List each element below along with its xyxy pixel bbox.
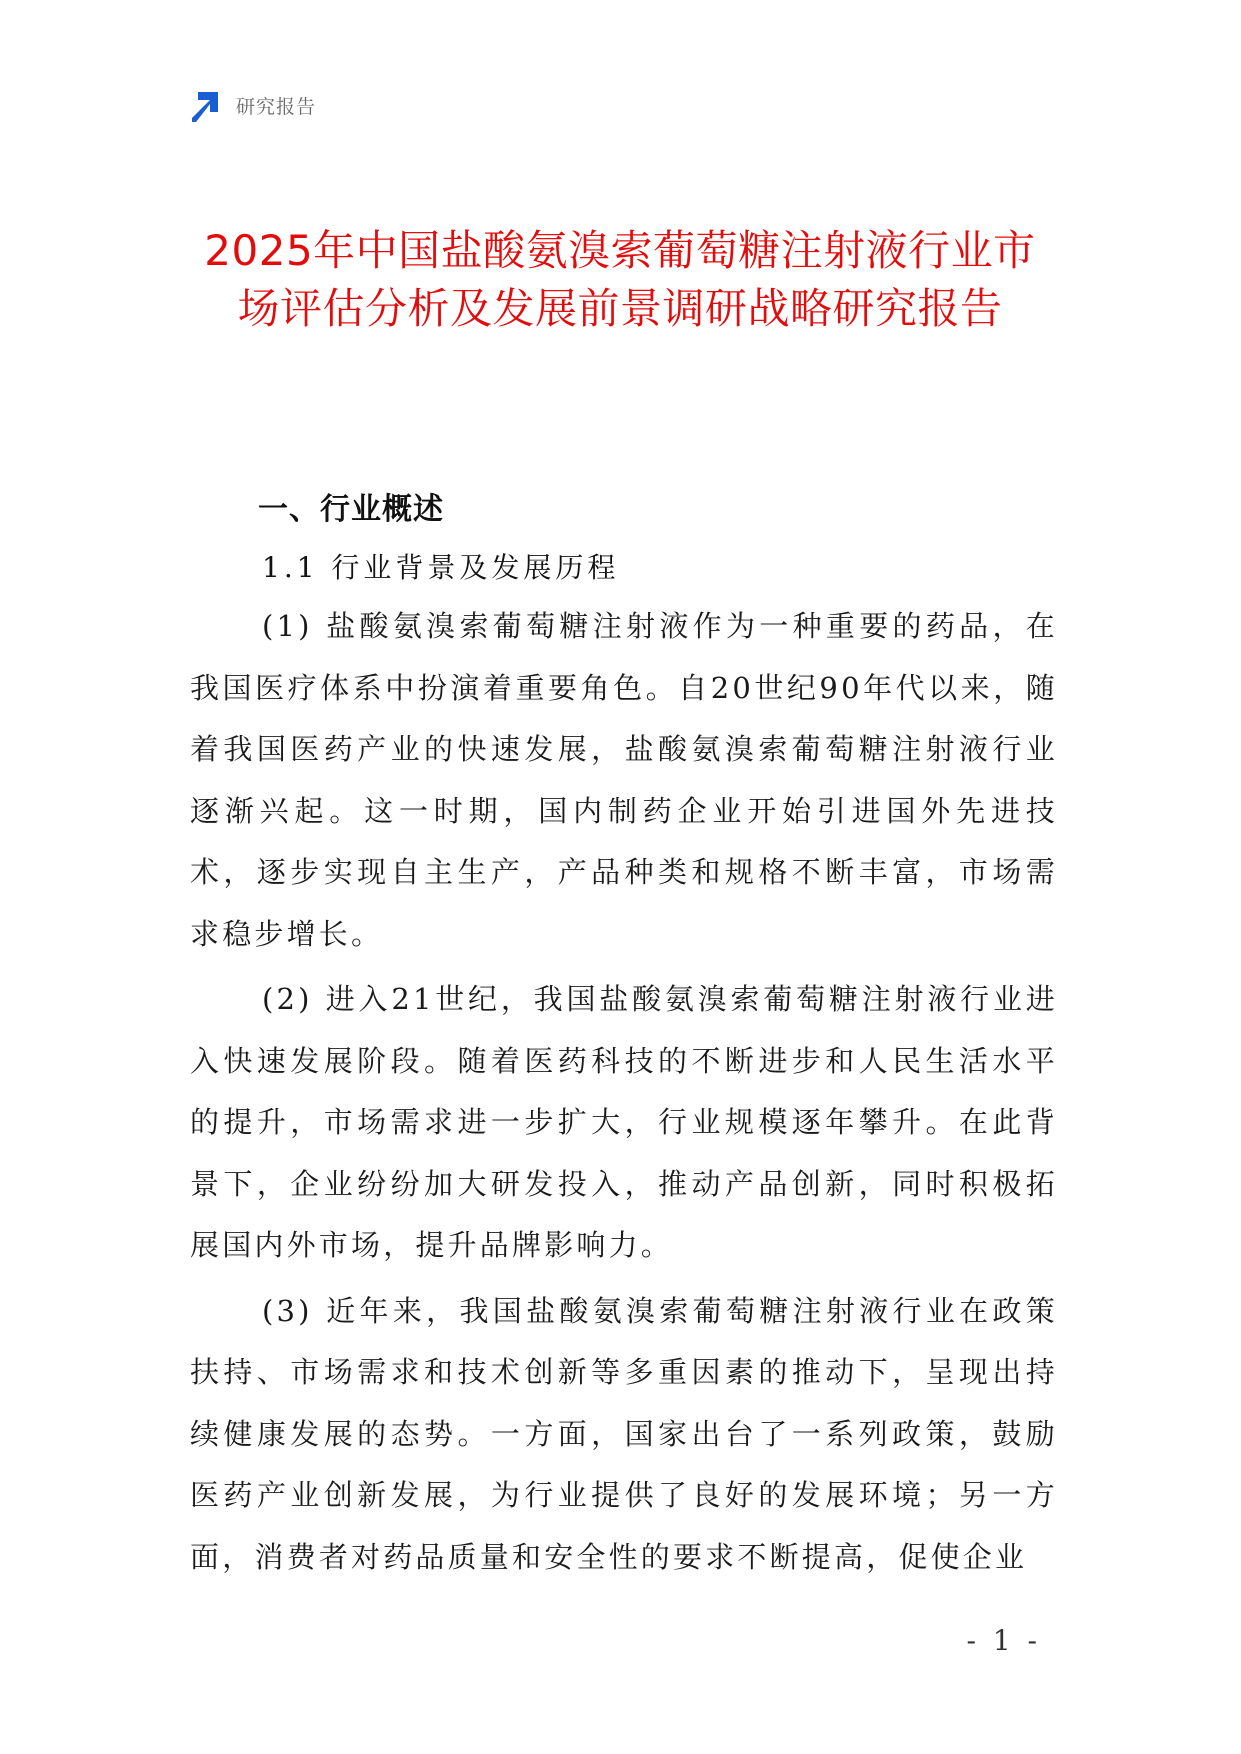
paragraph: (2) 进入21世纪，我国盐酸氨溴索葡萄糖注射液行业进入快速发展阶段。随着医药科技的不断进步和人民生活水平的提升，市场需求进一步扩大，行业规模逐年攀升。在此背景下，企业纷纷加大研发投入，推动产品创新，同时积极拓展国内外市场，提升品牌影响力。 [190,982,1058,1262]
section-heading: 一、行业概述 [258,492,444,527]
paragraph: (1) 盐酸氨溴索葡萄糖注射液作为一种重要的药品，在我国医疗体系中扮演着重要角色。自20世纪90年代以来，随着我国医药产业的快速发展，盐酸氨溴索葡萄糖注射液行业逐渐兴起。这一时期，国内制药企业开始引进国外先进技术，逐步实现自主生产，产品种类和规格不断丰富，市场需求稳步增长。 [190,609,1058,951]
subsection-heading: 1.1 行业背景及发展历程 [262,551,620,584]
header-label: 研究报告 [236,95,317,118]
paragraph: (3) 近年来，我国盐酸氨溴索葡萄糖注射液行业在政策扶持、市场需求和技术创新等多重因素的推动下，呈现出持续健康发展的态势。一方面，国家出台了一系列政策，鼓励医药产业创新发展，为行业提供了良好的发展环境；另一方面，消费者对药品质量和安全性的要求不断提高，促使企业 [190,1293,1058,1574]
arrow-up-right-icon [188,88,222,122]
page-number: - 1 - [966,1624,1041,1657]
document-body [190,596,1058,1592]
report-title: 2025年中国盐酸氨溴索葡萄糖注射液行业市场评估分析及发展前景调研战略研究报告 [204,226,1036,333]
document-header [188,87,316,123]
